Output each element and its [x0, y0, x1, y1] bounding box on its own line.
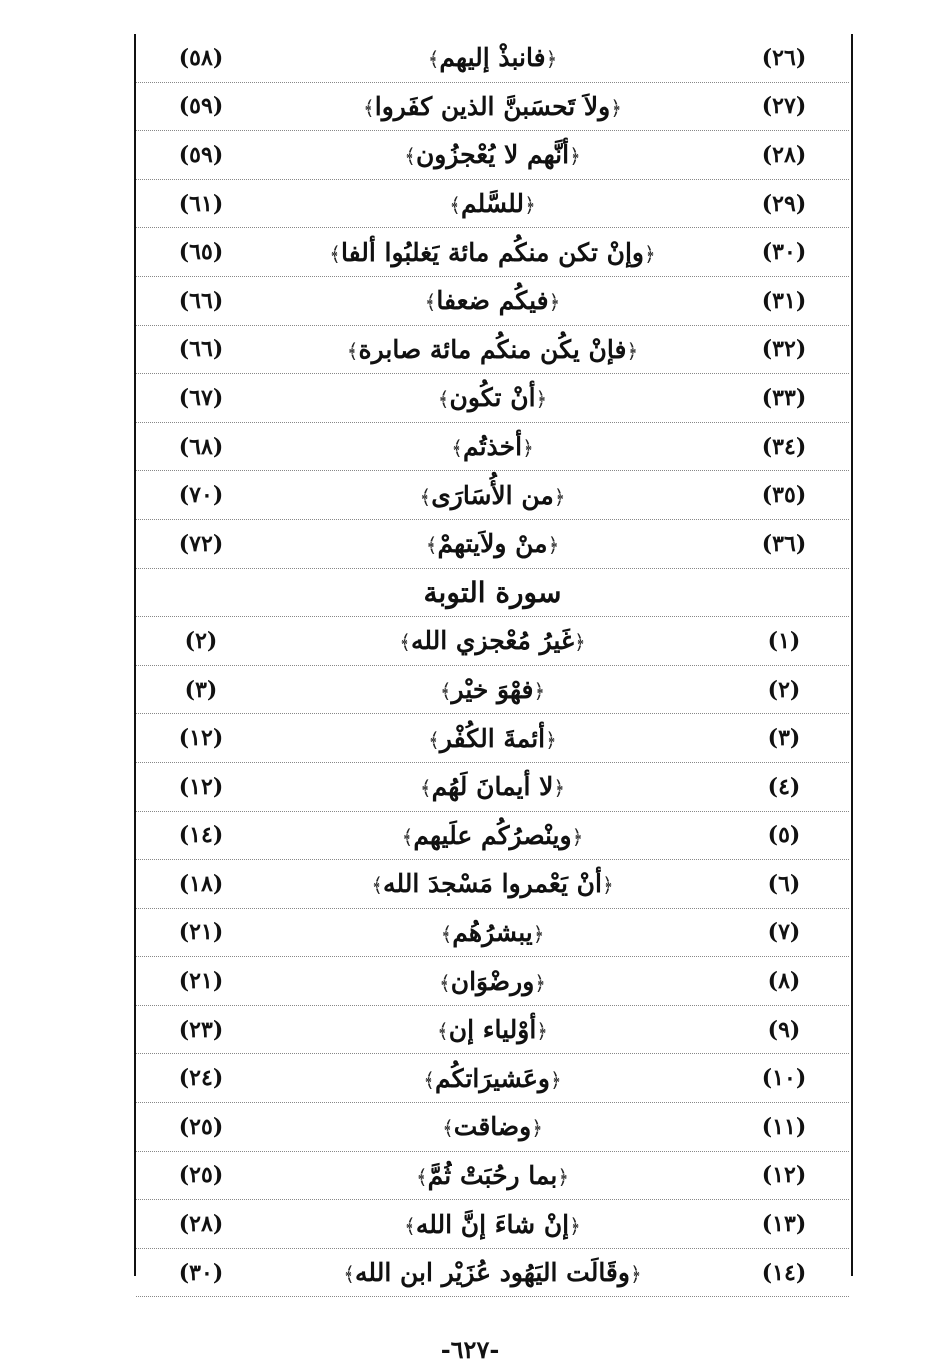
verse-reference: (٧٠)	[178, 482, 224, 509]
ornate-bracket-open-icon: ﴿	[553, 776, 566, 801]
section-heading: سورة التوبة	[136, 569, 849, 618]
table-row	[136, 228, 849, 277]
item-number: (٣٤)	[761, 433, 807, 460]
term-text: وينْصرُكُم علَيهم	[413, 820, 572, 850]
ornate-bracket-open-icon: ﴿	[574, 630, 586, 655]
ornate-bracket-open-icon: ﴿	[545, 727, 557, 752]
table-row	[136, 326, 849, 375]
glossary-table	[136, 34, 849, 1297]
term-text: ورضْوَان	[450, 966, 535, 996]
ornate-bracket-open-icon: ﴿	[610, 95, 622, 120]
item-number: (٢٨)	[761, 141, 807, 168]
table-row	[136, 1249, 849, 1298]
ornate-bracket-open-icon: ﴿	[629, 1262, 642, 1287]
verse-reference: (١٤)	[178, 822, 224, 849]
ornate-bracket-open-icon: ﴿	[531, 1116, 543, 1141]
term-text: منْ ولاَيتهمْ	[437, 529, 548, 559]
quran-term	[266, 1258, 719, 1287]
quran-term	[266, 189, 719, 218]
item-number: (٢)	[767, 676, 801, 703]
verse-reference: (٥٩)	[178, 141, 224, 168]
quran-term	[266, 967, 719, 996]
quran-term	[266, 432, 719, 461]
item-number: (٣٢)	[761, 336, 807, 363]
quran-term	[266, 43, 719, 72]
ornate-bracket-open-icon: ﴿	[643, 241, 656, 266]
item-number: (٣٦)	[761, 530, 807, 557]
term-text: فهْوَ خيْر	[451, 675, 534, 705]
ornate-bracket-open-icon: ﴿	[522, 436, 534, 461]
table-row	[136, 34, 849, 83]
quran-term	[266, 724, 719, 753]
quran-term	[266, 918, 719, 947]
item-number: (١٠)	[761, 1065, 807, 1092]
item-number: (١٤)	[761, 1259, 807, 1286]
ornate-bracket-open-icon: ﴿	[569, 144, 581, 169]
ornate-bracket-open-icon: ﴿	[545, 47, 558, 72]
ornate-bracket-open-icon: ﴿	[601, 873, 614, 898]
quran-term	[266, 383, 719, 412]
ornate-bracket-close-icon: ﴾	[346, 338, 359, 363]
ornate-bracket-open-icon: ﴿	[536, 1019, 548, 1044]
item-number: (٣٠)	[761, 239, 807, 266]
item-number: (٢٩)	[761, 190, 807, 217]
section-surah-tawbah	[136, 617, 849, 1297]
ornate-bracket-open-icon: ﴿	[535, 387, 548, 412]
table-row	[136, 1103, 849, 1152]
table-row	[136, 714, 849, 763]
section-surah-anfal	[136, 34, 849, 569]
term-text: من الأُسَارَى	[431, 480, 554, 510]
quran-term	[266, 529, 719, 558]
ornate-bracket-close-icon: ﴾	[423, 1067, 435, 1092]
ornate-bracket-open-icon: ﴿	[547, 533, 560, 558]
verse-reference: (٦١)	[178, 190, 224, 217]
table-row	[136, 374, 849, 423]
term-text: وعَشيرَاتكُم	[435, 1063, 550, 1093]
item-number: (٦)	[767, 870, 801, 897]
quran-term	[266, 821, 719, 850]
ornate-bracket-close-icon: ﴾	[404, 1213, 416, 1238]
term-text: فيكُم ضعفا	[436, 286, 549, 316]
quran-term	[266, 1015, 719, 1044]
ornate-bracket-close-icon: ﴾	[424, 290, 437, 315]
item-number: (١١)	[761, 1113, 807, 1140]
item-number: (٣٣)	[761, 384, 807, 411]
term-text: لا أيمانَ لَهُم	[431, 772, 554, 802]
ornate-bracket-close-icon: ﴾	[442, 1116, 454, 1141]
term-text: وقَالَت اليَهُود عُزَيْر ابن الله	[355, 1258, 630, 1288]
ornate-bracket-open-icon: ﴿	[569, 1213, 581, 1238]
quran-term	[266, 335, 719, 364]
ornate-bracket-close-icon: ﴾	[439, 679, 452, 704]
ornate-bracket-open-icon: ﴿	[533, 679, 546, 704]
verse-reference: (٦٦)	[178, 287, 224, 314]
ornate-bracket-open-icon: ﴿	[524, 193, 536, 218]
item-number: (٩)	[767, 1016, 801, 1043]
quran-term	[266, 1210, 719, 1239]
verse-reference: (٢١)	[178, 968, 224, 995]
ornate-bracket-close-icon: ﴾	[449, 193, 461, 218]
table-row	[136, 909, 849, 958]
ornate-bracket-open-icon: ﴿	[557, 1164, 570, 1189]
term-text: فانبذْ إليهم	[439, 43, 546, 73]
table-row	[136, 812, 849, 861]
table-row	[136, 180, 849, 229]
ornate-bracket-close-icon: ﴾	[371, 873, 384, 898]
item-number: (١٢)	[761, 1162, 807, 1189]
ornate-bracket-close-icon: ﴾	[425, 533, 438, 558]
quran-term	[266, 140, 719, 169]
ornate-bracket-close-icon: ﴾	[438, 970, 451, 995]
item-number: (١)	[767, 627, 801, 654]
page-number: -٦٢٧-	[440, 1335, 500, 1364]
ornate-bracket-open-icon: ﴿	[571, 824, 584, 849]
verse-reference: (١٢)	[178, 773, 224, 800]
item-number: (٥)	[767, 822, 801, 849]
item-number: (٧)	[767, 919, 801, 946]
ornate-bracket-close-icon: ﴾	[440, 921, 453, 946]
item-number: (٣٥)	[761, 482, 807, 509]
table-row	[136, 617, 849, 666]
quran-term	[266, 772, 719, 801]
item-number: (١٣)	[761, 1211, 807, 1238]
ornate-bracket-close-icon: ﴾	[401, 824, 414, 849]
term-text: إنْ شاءَ إنَّ الله	[415, 1209, 570, 1239]
quran-term	[266, 1112, 719, 1141]
verse-reference: (٢)	[184, 627, 218, 654]
ornate-bracket-open-icon: ﴿	[549, 1067, 562, 1092]
ornate-bracket-close-icon: ﴾	[437, 387, 450, 412]
ornate-bracket-close-icon: ﴾	[399, 630, 411, 655]
table-row	[136, 277, 849, 326]
term-text: أنَّهم لا يُعْجزُون	[415, 140, 570, 170]
verse-reference: (٢٨)	[178, 1211, 224, 1238]
ornate-bracket-close-icon: ﴾	[451, 436, 463, 461]
table-row	[136, 131, 849, 180]
ornate-bracket-close-icon: ﴾	[329, 241, 342, 266]
quran-term	[266, 481, 719, 510]
ornate-bracket-open-icon: ﴿	[534, 970, 547, 995]
item-number: (٨)	[767, 968, 801, 995]
verse-reference: (٦٦)	[178, 336, 224, 363]
quran-term	[266, 286, 719, 315]
term-text: أئمةَ الكُفْر	[439, 723, 546, 753]
quran-term	[266, 238, 719, 267]
term-text: بما رحُبَتْ ثُمَّ	[427, 1160, 558, 1190]
ornate-bracket-open-icon: ﴿	[626, 338, 639, 363]
ornate-bracket-open-icon: ﴿	[532, 921, 545, 946]
table-row	[136, 1200, 849, 1249]
term-text: وإنْ تكن منكُم مائة يَغلبُوا ألفا	[341, 237, 644, 267]
item-number: (٢٧)	[761, 93, 807, 120]
quran-term	[266, 626, 719, 655]
term-text: فإنْ يكُن منكُم مائة صابرة	[358, 334, 627, 364]
table-row	[136, 763, 849, 812]
quran-term	[266, 1064, 719, 1093]
table-row	[136, 83, 849, 132]
verse-reference: (٢١)	[178, 919, 224, 946]
verse-reference: (٦٧)	[178, 384, 224, 411]
table-row	[136, 423, 849, 472]
verse-reference: (٥٨)	[178, 44, 224, 71]
table-row	[136, 666, 849, 715]
term-text: أخذتُم	[462, 432, 523, 462]
item-number: (٣١)	[761, 287, 807, 314]
item-number: (٢٦)	[761, 44, 807, 71]
table-row	[136, 1006, 849, 1055]
ornate-bracket-open-icon: ﴿	[553, 484, 566, 509]
verse-reference: (٣٠)	[178, 1259, 224, 1286]
table-row	[136, 1054, 849, 1103]
quran-term	[266, 869, 719, 898]
verse-reference: (٢٥)	[178, 1113, 224, 1140]
term-text: أنْ تكُون	[449, 383, 536, 413]
ornate-bracket-close-icon: ﴾	[419, 484, 432, 509]
verse-reference: (٦٨)	[178, 433, 224, 460]
ornate-bracket-close-icon: ﴾	[343, 1262, 356, 1287]
term-text: أنْ يَعْمروا مَسْجدَ الله	[383, 869, 602, 899]
ornate-bracket-close-icon: ﴾	[363, 95, 375, 120]
verse-reference: (٧٢)	[178, 530, 224, 557]
verse-reference: (٢٤)	[178, 1065, 224, 1092]
quran-term	[266, 675, 719, 704]
ornate-bracket-close-icon: ﴾	[419, 776, 432, 801]
table-row	[136, 860, 849, 909]
ornate-bracket-close-icon: ﴾	[415, 1164, 428, 1189]
term-text: يبشرُهُم	[452, 917, 533, 947]
ornate-bracket-close-icon: ﴾	[427, 47, 440, 72]
item-number: (٤)	[767, 773, 801, 800]
verse-reference: (٣)	[184, 676, 218, 703]
verse-reference: (٦٥)	[178, 239, 224, 266]
verse-reference: (٢٥)	[178, 1162, 224, 1189]
ornate-bracket-close-icon: ﴾	[437, 1019, 449, 1044]
quran-term	[266, 1161, 719, 1190]
ornate-bracket-open-icon: ﴿	[548, 290, 561, 315]
quran-term	[266, 92, 719, 121]
term-text: للسَّلم	[460, 189, 525, 219]
term-text: غَيرُ مُعْجزي الله	[410, 626, 574, 656]
verse-reference: (٥٩)	[178, 93, 224, 120]
table-row	[136, 957, 849, 1006]
table-row	[136, 1152, 849, 1201]
verse-reference: (١٢)	[178, 725, 224, 752]
table-row	[136, 520, 849, 569]
ornate-bracket-close-icon: ﴾	[404, 144, 416, 169]
term-text: وضاقت	[453, 1112, 532, 1142]
table-row	[136, 471, 849, 520]
item-number: (٣)	[767, 725, 801, 752]
term-text: أوْلياء إن	[448, 1015, 537, 1045]
verse-reference: (٢٣)	[178, 1016, 224, 1043]
verse-reference: (١٨)	[178, 870, 224, 897]
term-text: ولاَ تَحسَبنَّ الذين كفَروا	[374, 91, 611, 121]
ornate-bracket-close-icon: ﴾	[428, 727, 440, 752]
